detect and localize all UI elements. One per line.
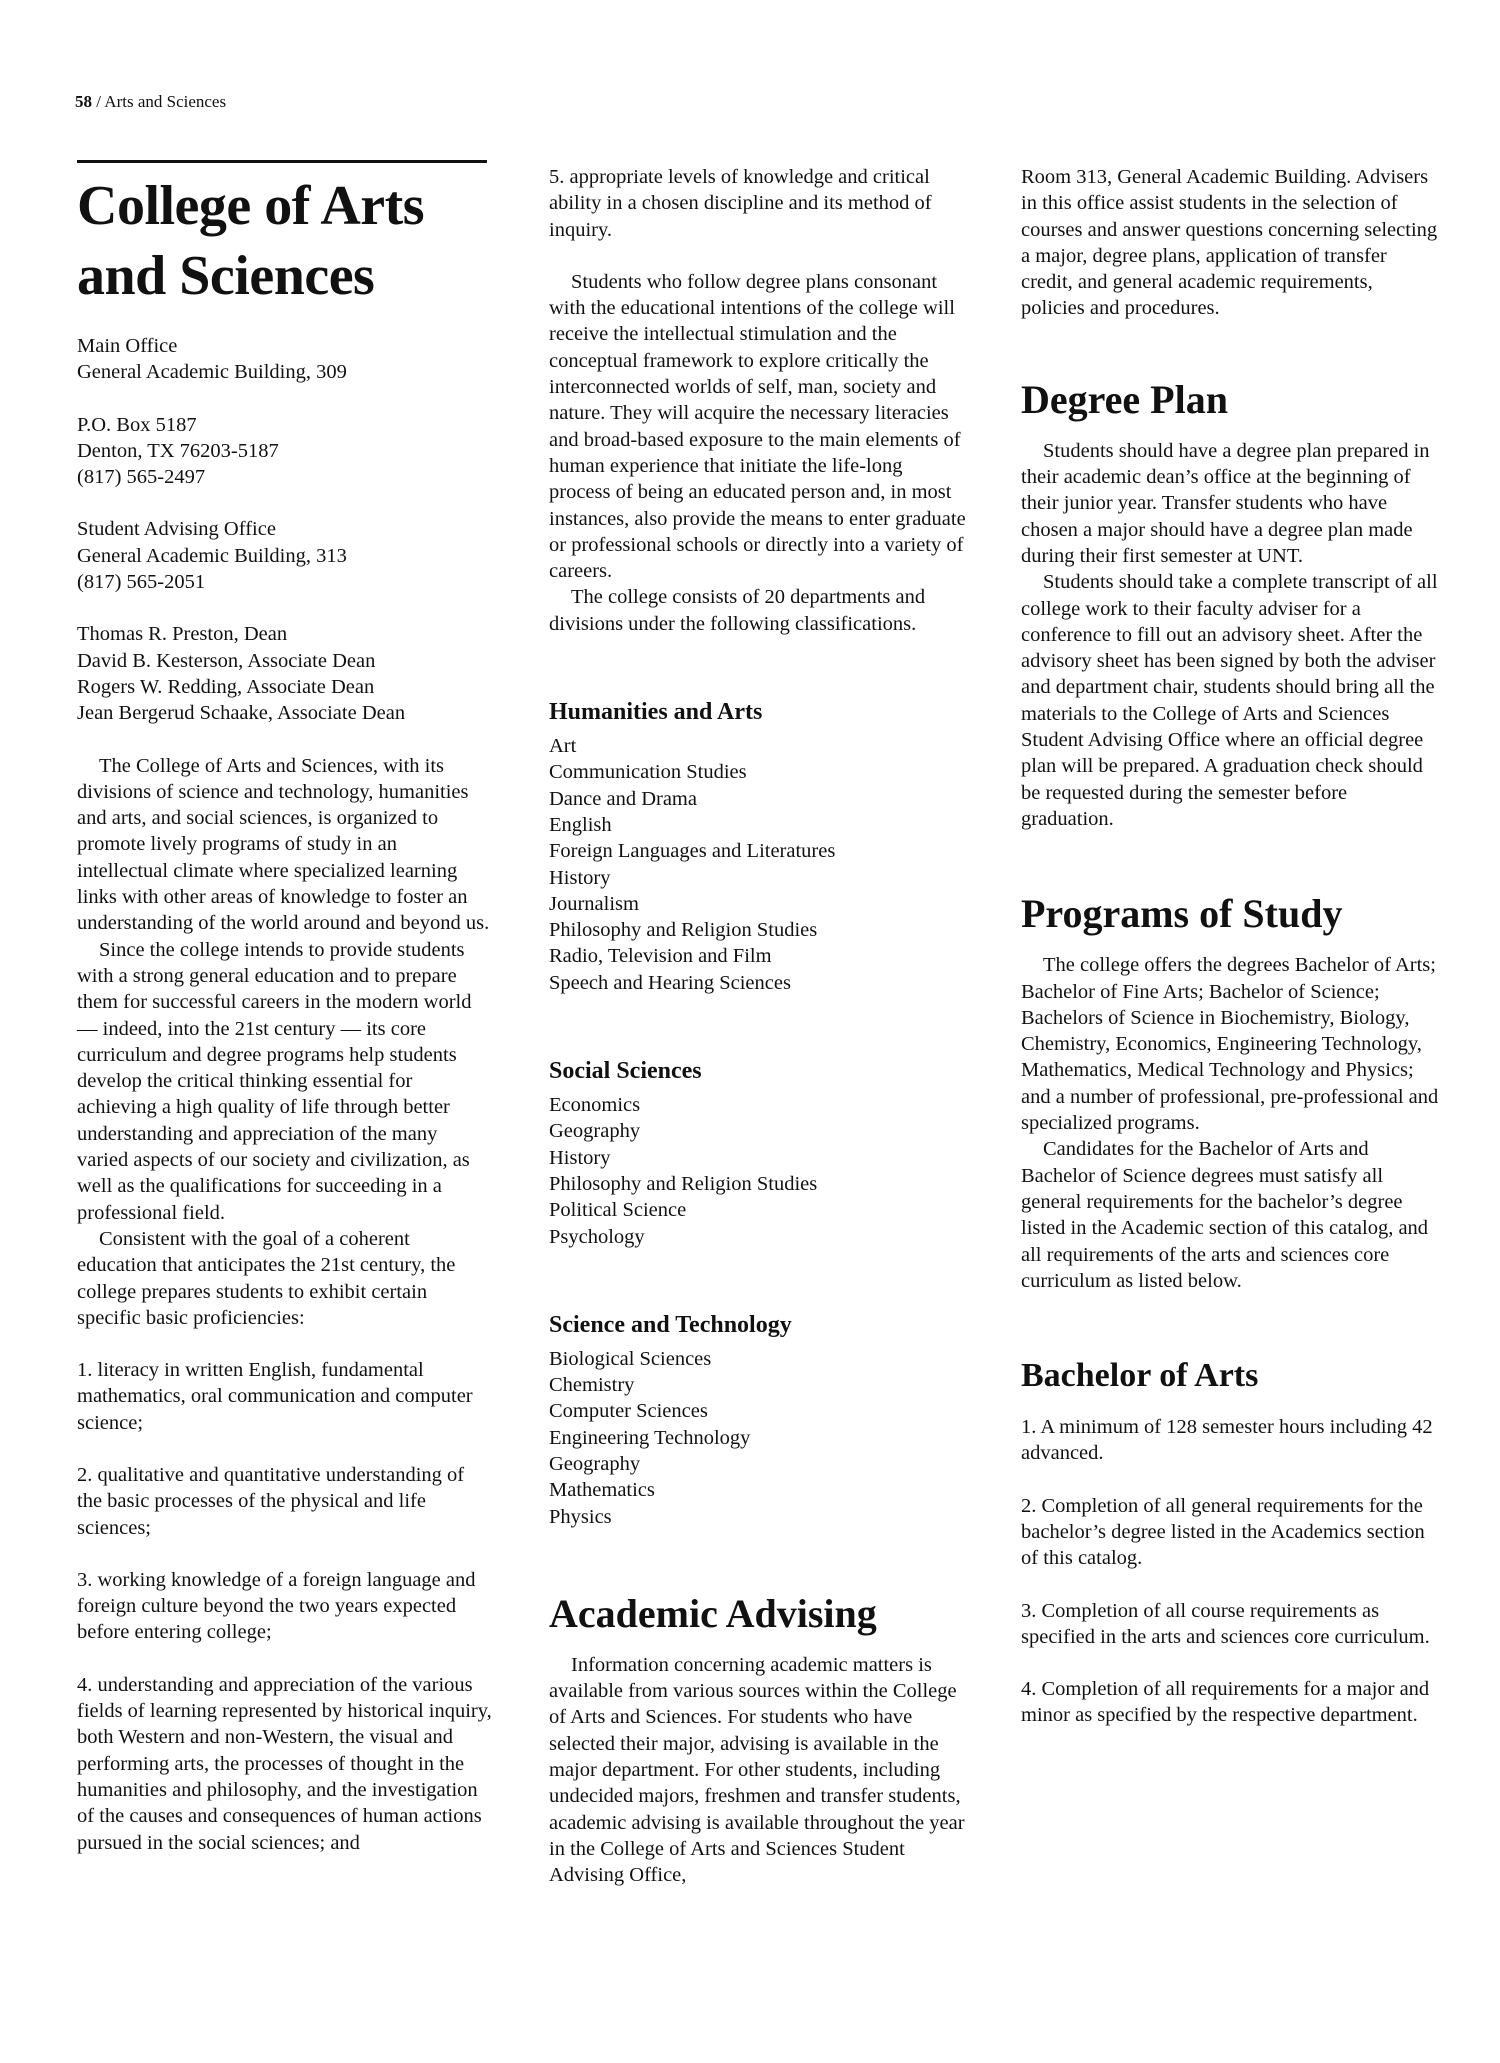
department-item: Economics	[549, 1094, 641, 1117]
department-item: Geography	[549, 1452, 641, 1475]
department-item: Philosophy and Religion Studies	[549, 919, 818, 942]
column-1	[77, 160, 492, 1882]
column-2	[549, 164, 969, 1889]
programs-paragraph: Candidates for the Bachelor of Arts and Bachelor of Science degrees must satisfy all general requirements for the bachelor’s degree listed in the Academic section of this catalog, and all requirements of the arts and sciences core curriculum as listed below.	[1021, 1138, 1429, 1292]
department-item: Journalism	[549, 892, 639, 915]
department-item: Art	[549, 735, 577, 758]
department-item: Psychology	[549, 1225, 645, 1248]
section-heading: Programs of Study	[1021, 891, 1343, 937]
department-item: Chemistry	[549, 1374, 635, 1397]
division-humanities	[549, 697, 969, 996]
contact-line: General Academic Building, 313	[77, 544, 347, 567]
department-item: Foreign Languages and Literatures	[549, 840, 836, 863]
intro-paragraph: Consistent with the goal of a coherent education that anticipates the 21st century, the college prepares students to exhibit certain specific basic proficiencies:	[77, 1227, 456, 1329]
dean-line: Rogers W. Redding, Associate Dean	[77, 675, 375, 698]
requirement-item: 3. Completion of all course requirements as specified in the arts and sciences core curriculum.	[1021, 1599, 1430, 1648]
page-number: 58	[75, 92, 92, 111]
intro-paragraph: The College of Arts and Sciences, with its divisions of science and technology, humanities and arts, and social sciences, is organized to promote lively programs of study in an intellectual climate where specialized learning links with other areas of knowledge to foster an understanding of the world around and beyond us.	[77, 754, 490, 935]
department-item: Communication Studies	[549, 761, 747, 784]
section-heading: Academic Advising	[549, 1590, 877, 1636]
contact-line: Main Office	[77, 335, 178, 357]
department-item: Dance and Drama	[549, 787, 697, 810]
contact-mailing-address	[77, 412, 492, 491]
col2-text	[549, 269, 969, 637]
contact-line: P.O. Box 5187	[77, 413, 197, 436]
body-paragraph: The college consists of 20 departments and divisions under the following classifications.	[549, 586, 926, 635]
title-rule	[77, 160, 487, 163]
advising-paragraph: Information concerning academic matters is available from various sources within the College of Arts and Sciences. For students who have selected their major, advising is available in the major department. For other students, including undecided majors, freshmen and transfer students, academic advising is available throughout the year in the College of Arts and Sciences Student Advising Office,	[549, 1653, 965, 1887]
proficiency-item: 4. understanding and appreciation of the various fields of learning represented by historical inquiry, both Western and non-Western, the visual and performing arts, the processes of thought in the humanities and philosophy, and the investigation of the causes and consequences of human actions pursued in the social sciences; and	[77, 1673, 492, 1854]
contact-line: Denton, TX 76203-5187	[77, 439, 279, 462]
department-item: Engineering Technology	[549, 1426, 751, 1449]
column-3	[1021, 164, 1441, 1755]
degree-plan-paragraph: Students should have a degree plan prepared in their academic dean’s office at the beginning of their junior year. Transfer students who have chosen a major should have a degree plan made during their first semester at UNT.	[1021, 439, 1430, 567]
department-item: Mathematics	[549, 1479, 655, 1502]
contact-main-office	[77, 333, 492, 386]
dean-line: Jean Bergerud Schaake, Associate Dean	[77, 702, 406, 725]
requirement-item: 1. A minimum of 128 semester hours including 42 advanced.	[1021, 1416, 1433, 1465]
requirement-item: 4. Completion of all requirements for a major and minor as specified by the respective department.	[1021, 1678, 1430, 1727]
section-heading: Degree Plan	[1021, 376, 1228, 422]
advising-paragraph-continued: Room 313, General Academic Building. Advisers in this office assist students in the selection of courses and answer questions concerning selecting a major, degree plans, application of transfer credit, and general academic requirements, policies and procedures.	[1021, 166, 1438, 320]
contact-advising-office	[77, 516, 492, 595]
body-paragraph: Students who follow degree plans consonant with the educational intentions of the college will receive the intellectual stimulation and the conceptual framework to explore critically the interconnected worlds of self, man, society and nature. They will acquire the necessary literacies and broad-based exposure to the main elements of human experience that initiate the life-long process of being an educated person and, in most instances, also provide the means to enter graduate or professional schools or directly into a variety of careers.	[549, 270, 966, 583]
contact-line: Student Advising Office	[77, 518, 276, 541]
department-item: Philosophy and Religion Studies	[549, 1172, 818, 1195]
department-item: Radio, Television and Film	[549, 945, 772, 968]
division-heading: Science and Technology	[549, 1311, 792, 1338]
department-item: Physics	[549, 1505, 612, 1528]
page-title	[77, 171, 492, 311]
division-social-sciences	[549, 1056, 969, 1250]
department-item: Political Science	[549, 1199, 687, 1222]
running-head: 58 / Arts and Sciences	[75, 92, 227, 111]
deans-list	[77, 621, 492, 726]
dean-line: David B. Kesterson, Associate Dean	[77, 649, 376, 672]
proficiency-item: 3. working knowledge of a foreign language and foreign culture beyond the two years expected before entering college;	[77, 1568, 476, 1644]
department-item: Computer Sciences	[549, 1400, 708, 1423]
section-academic-advising	[549, 1590, 969, 1889]
running-head-section: Arts and Sciences	[104, 92, 227, 111]
proficiency-item: 1. literacy in written English, fundamental mathematics, oral communication and computer science;	[77, 1359, 473, 1434]
division-science-technology	[549, 1310, 969, 1530]
department-item: Speech and Hearing Sciences	[549, 971, 791, 994]
dean-line: Thomas R. Preston, Dean	[77, 623, 288, 646]
department-item: History	[549, 866, 611, 889]
programs-paragraph: The college offers the degrees Bachelor of Arts; Bachelor of Fine Arts; Bachelor of Science; Bachelors of Science in Biochemistry, Biology, Chemistry, Economics, Engineering Technology, Mathematics, Medical Technology and Physics; and a number of professional, pre-professional and specialized programs.	[1021, 954, 1439, 1135]
division-heading: Humanities and Arts	[549, 699, 763, 726]
section-bachelor-of-arts	[1021, 1352, 1441, 1729]
intro-paragraph: Since the college intends to provide students with a strong general education and to prepare them for successful careers in the modern world — indeed, into the 21st century — its core curriculum and degree programs help students develop the critical thinking essential for achieving a high quality of life through better understanding and appreciation of the many varied aspects of our society and civilization, as well as the qualifications for succeeding in a professional field.	[77, 938, 472, 1224]
department-item: English	[549, 813, 612, 836]
intro-text	[77, 753, 492, 1332]
division-heading: Social Sciences	[549, 1058, 702, 1085]
department-item: History	[549, 1146, 611, 1169]
section-degree-plan	[1021, 376, 1441, 832]
degree-plan-paragraph: Students should take a complete transcript of all college work to their faculty adviser for a conference to fill out an advisory sheet. After the advisory sheet has been signed by both the adviser and department chair, students should bring all the materials to the College of Arts and Sciences Student Advising Office where an official degree plan will be prepared. A graduation check should be requested during the semester before graduation.	[1021, 571, 1438, 830]
contact-line: (817) 565-2051	[77, 571, 206, 594]
page-title-line-1: College of Arts	[77, 175, 425, 237]
section-heading: Bachelor of Arts	[1021, 1357, 1259, 1395]
requirement-item: 2. Completion of all general requirements for the bachelor’s degree listed in the Academics section of this catalog.	[1021, 1494, 1425, 1570]
department-item: Geography	[549, 1120, 641, 1143]
section-programs-of-study	[1021, 890, 1441, 1294]
contact-line: General Academic Building, 309	[77, 361, 347, 384]
proficiency-item: 2. qualitative and quantitative understanding of the basic processes of the physical and life sciences;	[77, 1463, 465, 1539]
page-title-line-2: and Sciences	[77, 245, 375, 307]
proficiency-item: 5. appropriate levels of knowledge and critical ability in a chosen discipline and its method of inquiry.	[549, 166, 932, 241]
department-item: Biological Sciences	[549, 1347, 712, 1370]
contact-line: (817) 565-2497	[77, 466, 206, 489]
